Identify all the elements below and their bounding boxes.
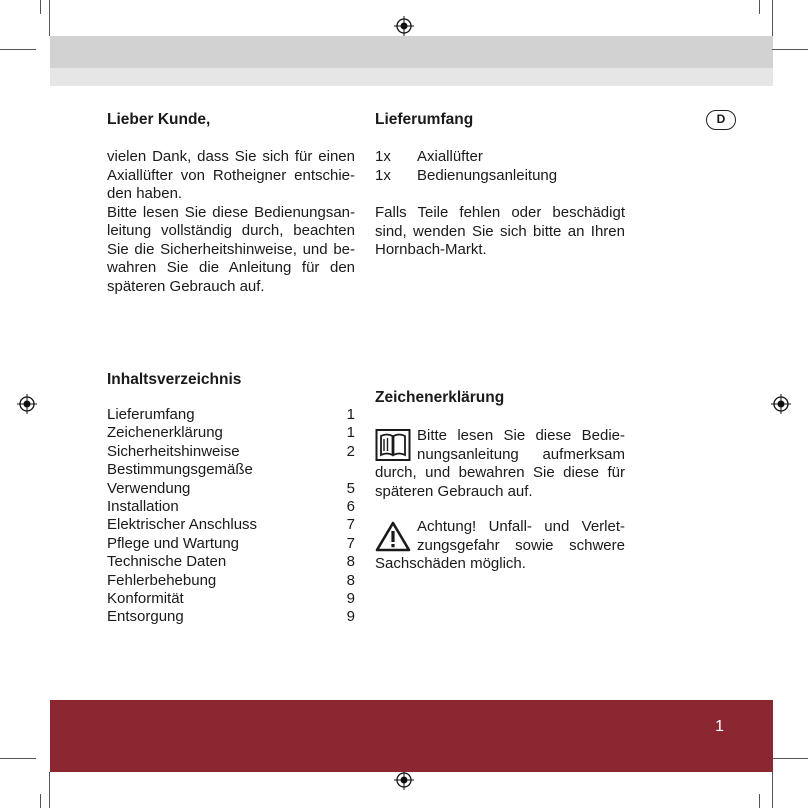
toc-page: 9 (346, 608, 355, 626)
toc-label: Verwendung (107, 479, 191, 497)
list-item (375, 167, 625, 186)
table-of-contents (107, 406, 355, 627)
legend-line: Bitte lesen Sie diese Bedie- (417, 427, 625, 444)
book-legend-text-a (417, 427, 625, 464)
toc-label: Sicherheitshinweise (107, 442, 240, 460)
scope-list (375, 148, 625, 185)
toc-label: Elektrischer Anschluss (107, 516, 258, 534)
toc-entry (107, 480, 355, 498)
scope-note-line: Falls Teile fehlen oder beschädigt (375, 204, 625, 221)
greeting-line: vielen Dank, dass Sie sich für einen (107, 148, 355, 165)
registration-mark-bottom-icon (394, 770, 414, 790)
toc-title: Inhaltsverzeichnis (107, 371, 242, 388)
toc-entry (107, 443, 355, 461)
toc-entry (107, 553, 355, 571)
language-badge: D (706, 110, 736, 130)
scope-name: Axiallüfter (417, 148, 483, 165)
scope-name: Bedienungsanleitung (417, 166, 558, 184)
toc-page: 7 (346, 516, 355, 534)
toc-label: Technische Daten (107, 553, 227, 571)
legend-line: durch, und bewahren Sie diese für (375, 464, 625, 481)
greeting-title: Lieber Kunde, (107, 111, 211, 128)
toc-entry (107, 461, 355, 479)
greeting-line: leitung vollständig durch, beachten (107, 222, 355, 239)
greeting-line: wahren Sie die Anleitung für den (107, 259, 355, 276)
legend-line: zungsgefahr sowie schwere (417, 536, 625, 554)
toc-label: Pflege und Wartung (107, 534, 240, 552)
toc-page: 1 (346, 406, 355, 423)
page-number: 1 (715, 718, 724, 735)
scope-title: Lieferumfang (375, 111, 474, 128)
greeting-line: Sie die Sicherheitshinweise, und be- (107, 240, 355, 258)
toc-entry (107, 406, 355, 424)
toc-entry (107, 516, 355, 534)
scope-note-line: Hornbach-Markt. (375, 241, 487, 258)
toc-label: Fehlerbehebung (107, 571, 217, 589)
toc-page: 5 (346, 479, 355, 497)
legend-line: nungsanleitung aufmerksam (417, 445, 625, 463)
registration-mark-top-icon (394, 16, 414, 36)
legend-title: Zeichenerklärung (375, 389, 505, 406)
toc-page: 7 (346, 534, 355, 552)
list-item (375, 148, 625, 167)
header-subband (50, 68, 773, 86)
legend-line: Sachschäden möglich. (375, 555, 526, 572)
greeting-line: den haben. (107, 185, 183, 202)
toc-entry (107, 535, 355, 553)
warning-legend-text-b (375, 555, 625, 574)
header-band (50, 36, 773, 68)
legend-line: Achtung! Unfall- und Verlet- (417, 518, 625, 535)
toc-label: Konformität (107, 590, 184, 608)
toc-page: 2 (346, 442, 355, 460)
greeting-line: späteren Gebrauch auf. (107, 277, 265, 295)
scope-note (375, 204, 625, 260)
greeting-text (107, 148, 355, 296)
toc-entry (107, 572, 355, 590)
registration-mark-right-icon (771, 394, 791, 414)
book-legend-text-b (375, 464, 625, 501)
greeting-line: Axiallüfter von Rotheigner entschie- (107, 166, 355, 184)
toc-page: 9 (346, 590, 355, 608)
toc-entry (107, 608, 355, 626)
footer-band (50, 700, 773, 772)
toc-label: Zeichenerklärung (107, 424, 223, 442)
book-icon (375, 428, 409, 462)
toc-entry (107, 590, 355, 608)
toc-page: 6 (346, 498, 355, 516)
toc-label: Installation (107, 498, 179, 516)
scope-qty: 1x (375, 148, 391, 165)
scope-note-line: sind, wenden Sie sich bitte an Ihren (375, 222, 625, 240)
greeting-line: Bitte lesen Sie diese Bedienungsan- (107, 203, 355, 221)
warning-legend-text-a (417, 518, 625, 555)
scope-qty: 1x (375, 166, 391, 184)
toc-entry (107, 498, 355, 516)
toc-page: 8 (346, 553, 355, 571)
toc-page: 1 (346, 424, 355, 442)
registration-mark-left-icon (17, 394, 37, 414)
warning-triangle-icon (375, 520, 409, 554)
legend-line: späteren Gebrauch auf. (375, 482, 533, 500)
toc-entry (107, 424, 355, 442)
toc-page: 8 (346, 571, 355, 589)
toc-label: Lieferumfang (107, 406, 195, 423)
toc-label: Entsorgung (107, 608, 184, 626)
toc-label: Bestimmungsgemäße (107, 461, 253, 479)
